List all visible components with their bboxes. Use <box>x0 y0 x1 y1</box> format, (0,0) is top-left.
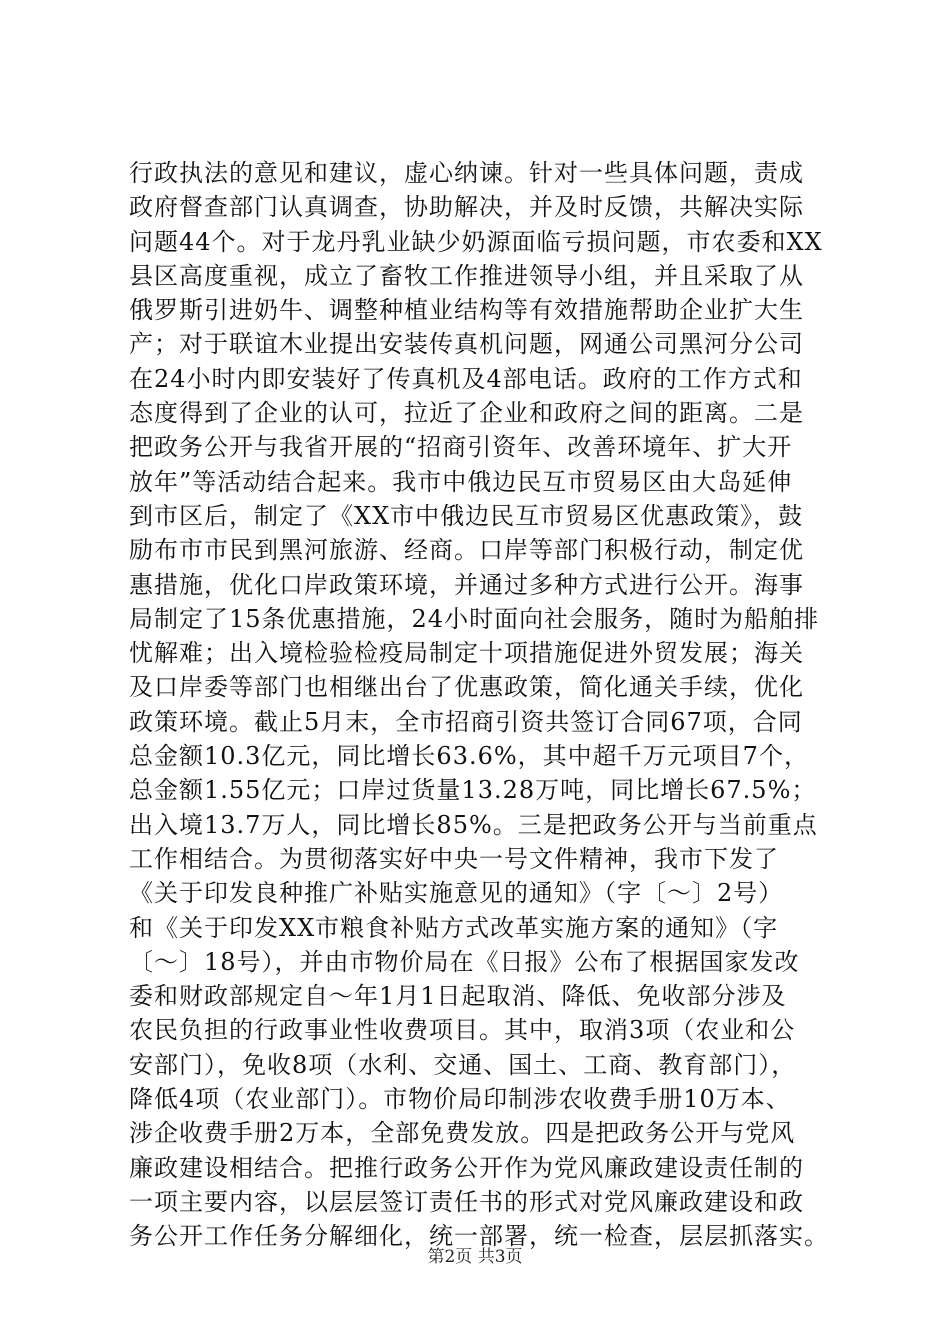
text-line: 降低4项（农业部门）。市物价局印制涉农收费手册10万本、 <box>129 1085 791 1114</box>
body-text <box>129 156 834 1254</box>
text-line: 忧解难；出入境检验检疫局制定十项措施促进外贸发展；海关 <box>129 639 804 668</box>
text-line: 到市区后，制定了《XX市中俄边民互市贸易区优惠政策》，鼓 <box>129 501 804 530</box>
text-line: 态度得到了企业的认可，拉近了企业和政府之间的距离。二是 <box>129 399 804 428</box>
text-line: 局制定了15条优惠措施，24小时面向社会服务，随时为船舶排 <box>129 604 820 633</box>
text-line: 及口岸委等部门也相继出台了优惠政策，简化通关手续，优化 <box>129 673 804 702</box>
text-line: 《关于印发良种推广补贴实施意见的通知》（字〔～〕2号） <box>129 879 784 908</box>
text-line: 廉政建设相结合。把推行政务公开作为党风廉政建设责任制的 <box>129 1153 804 1182</box>
text-line: 出入境13.7万人，同比增长85%。三是把政务公开与当前重点 <box>129 810 818 839</box>
text-line: 俄罗斯引进奶牛、调整种植业结构等有效措施帮助企业扩大生 <box>129 296 804 325</box>
text-line: 问题44个。对于龙丹乳业缺少奶源面临亏损问题，市农委和XX <box>129 227 823 256</box>
text-line: 农民负担的行政事业性收费项目。其中，取消3项（农业和公 <box>129 1016 796 1045</box>
text-line: 放年”等活动结合起来。我市中俄边民互市贸易区由大岛延伸 <box>129 467 793 496</box>
text-line: 惠措施，优化口岸政策环境，并通过多种方式进行公开。海事 <box>129 570 804 599</box>
text-line: 政策环境。截止5月末，全市招商引资共签订合同67项，合同 <box>129 707 803 736</box>
page-number-label: 第2页 共3页 <box>427 1247 523 1267</box>
text-line: 把政务公开与我省开展的“招商引资年、改善环境年、扩大开 <box>129 433 793 462</box>
text-line: 在24小时内即安装好了传真机及4部电话。政府的工作方式和 <box>129 364 803 393</box>
text-line: 委和财政部规定自～年1月1日起取消、降低、免收部分涉及 <box>129 982 787 1011</box>
text-line: 励布市市民到黑河旅游、经商。口岸等部门积极行动，制定优 <box>129 536 804 565</box>
text-line: 涉企收费手册2万本，全部免费发放。四是把政务公开与党风 <box>129 1119 796 1148</box>
text-line: 总金额1.55亿元；口岸过货量13.28万吨，同比增长67.5%； <box>129 776 817 805</box>
text-line: 一项主要内容，以层层签订责任书的形式对党风廉政建设和政 <box>129 1187 804 1216</box>
text-line: 安部门），免收8项（水利、交通、国土、工商、教育部门）， <box>129 1050 797 1079</box>
text-line: 和《关于印发XX市粮食补贴方式改革实施方案的通知》（字 <box>129 913 779 942</box>
text-line: 行政执法的意见和建议，虚心纳谏。针对一些具体问题，责成 <box>129 159 804 187</box>
text-line: 总金额10.3亿元，同比增长63.6%，其中超千万元项目7个， <box>129 742 809 771</box>
text-line: 县区高度重视，成立了畜牧工作推进领导小组，并且采取了从 <box>129 261 804 290</box>
text-line: 政府督查部门认真调查，协助解决，并及时反馈，共解决实际 <box>129 193 804 222</box>
text-line: 产；对于联谊木业提出安装传真机问题，网通公司黑河分公司 <box>129 330 804 359</box>
page-footer <box>0 1242 950 1267</box>
text-line: 务公开工作任务分解细化，统一部署，统一检查，层层抓落实。 <box>129 1222 829 1251</box>
text-line: 〔～〕18号），并由市物价局在《日报》公布了根据国家发改 <box>129 947 800 976</box>
text-line: 工作相结合。为贯彻落实好中央一号文件精神，我市下发了 <box>129 844 779 873</box>
